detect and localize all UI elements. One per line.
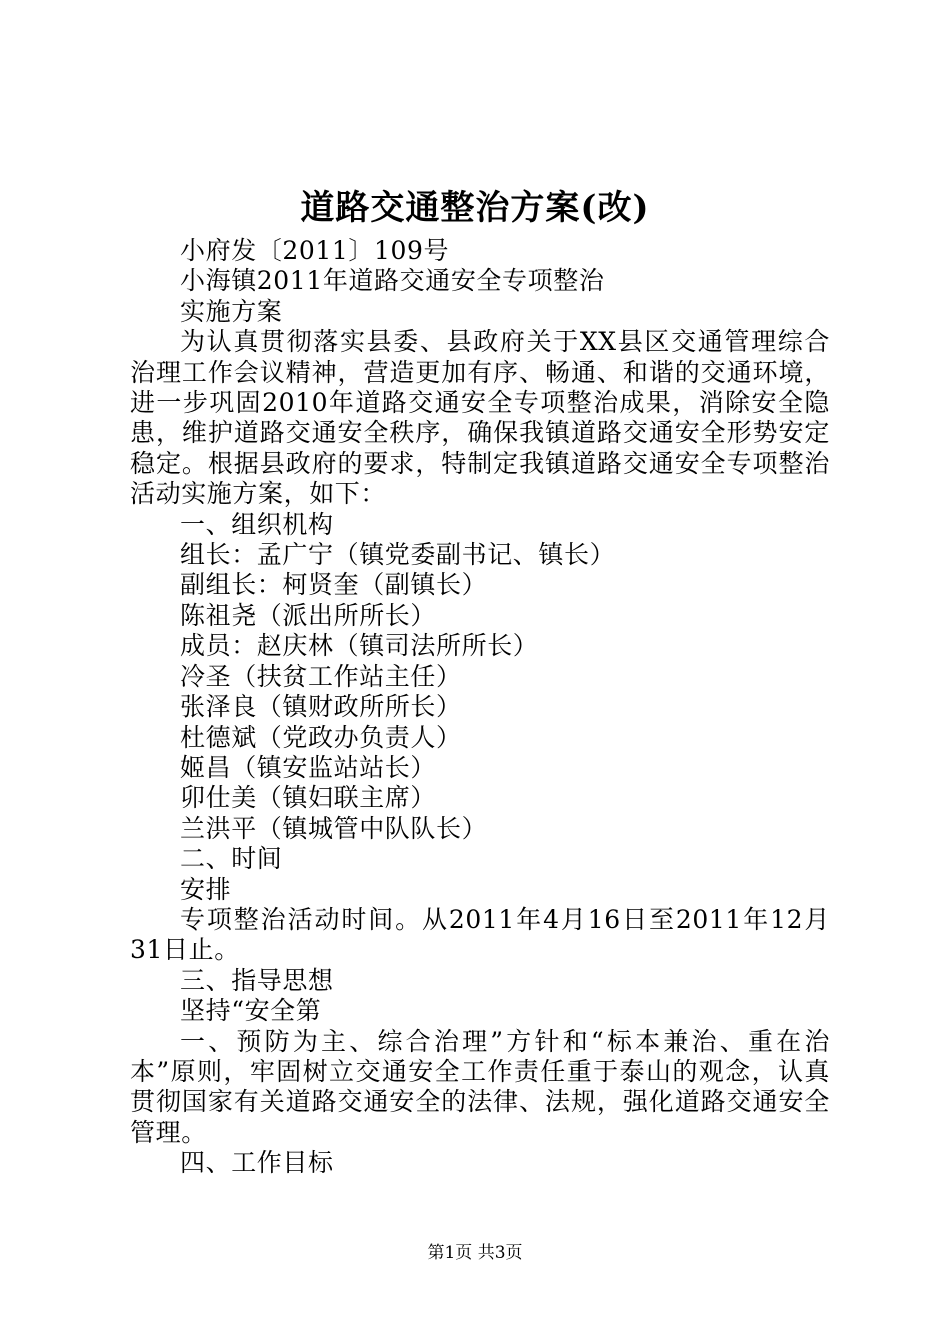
document-body [130,236,830,1179]
member-line: 卯仕美（镇妇联主席） [180,783,437,813]
section-heading-guiding-ideology: 三、指导思想 [180,965,334,995]
section-heading-organization: 一、组织机构 [180,509,334,539]
member-line: 张泽良（镇财政所所长） [180,692,462,722]
page-title: 道路交通整治方案(改) [300,188,650,228]
heading-line-1: 小海镇2011年道路交通安全专项整治 [180,266,605,296]
guiding-ideology-paragraph: 一、预防为主、综合治理”方针和“标本兼治、重在治本”原则，牢固树立交通安全工作责任重于泰山的观念，认真贯彻国家有关道路交通安全的法律、法规，强化道路交通安全管理。 [130,1026,830,1147]
page-number-footer: 第1页 共3页 [427,1243,523,1263]
intro-paragraph: 为认真贯彻落实县委、县政府关于XX县区交通管理综合治理工作会议精神，营造更加有序、畅通、和谐的交通环境，进一步巩固2010年道路交通安全专项整治成果，消除安全隐患，维护道路交通安全秩序，确保我镇道路交通安全形势安定稳定。根据县政府的要求，特制定我镇道路交通安全专项整治活动实施方案，如下： [130,327,830,509]
member-line: 成员：赵庆林（镇司法所所长） [180,631,539,661]
member-line: 组长：孟广宁（镇党委副书记、镇长） [180,540,616,570]
member-line: 陈祖尧（派出所所长） [180,600,437,630]
heading-line-2: 实施方案 [180,296,283,326]
section-heading-work-goals: 四、工作目标 [180,1148,334,1178]
member-line: 兰洪平（镇城管中队队长） [180,813,488,843]
section-heading-time: 二、时间 [180,844,283,874]
member-line: 杜德斌（党政办负责人） [180,722,462,752]
member-line: 姬昌（镇安监站站长） [180,752,437,782]
time-paragraph: 专项整治活动时间。从2011年4月16日至2011年12月31日止。 [130,904,830,965]
doc-number: 小府发〔2011〕109号 [180,236,450,265]
member-line: 冷圣（扶贫工作站主任） [180,661,462,691]
section-subheading-guiding-ideology: 坚持“安全第 [180,996,322,1026]
member-line: 副组长：柯贤奎（副镇长） [180,570,488,600]
section-subheading-time: 安排 [180,874,232,904]
